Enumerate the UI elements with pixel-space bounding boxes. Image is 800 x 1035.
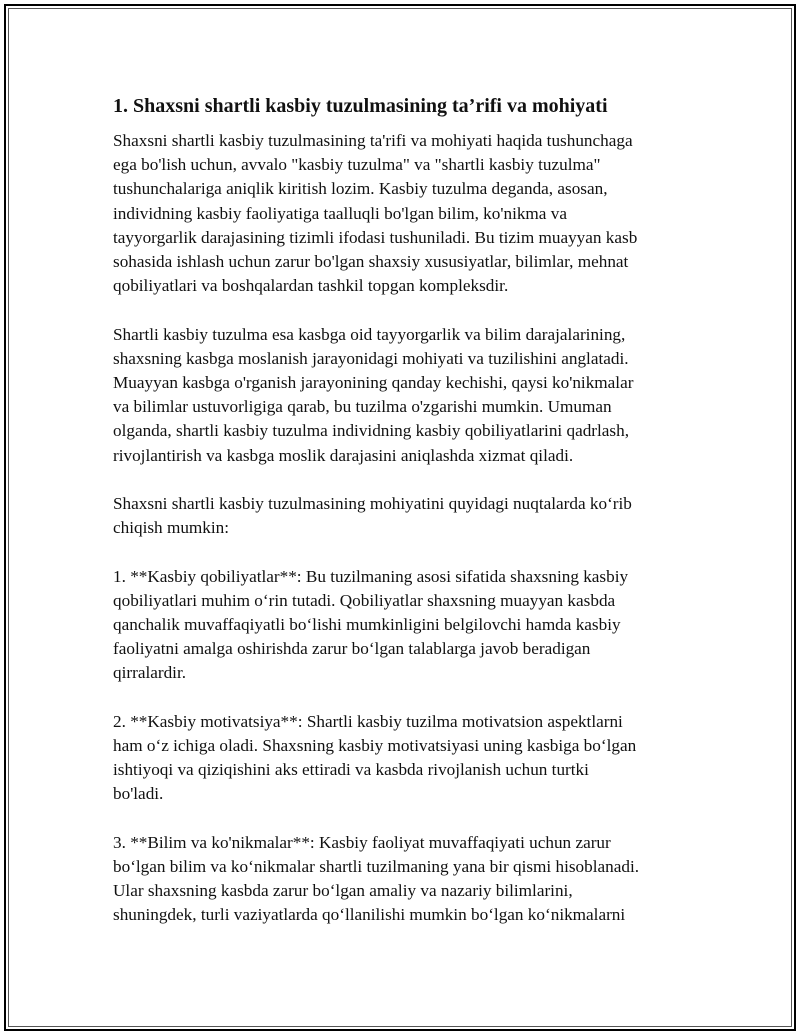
text-line: ham o‘z ichiga oladi. Shaxsning kasbiy motivatsiyasi uning kasbiga bo‘lgan: [113, 736, 637, 756]
text-line: qanchalik muvaffaqiyatli bo‘lishi mumkinligini belgilovchi hamda kasbiy: [113, 615, 621, 635]
text-line: tayyorgarlik darajasining tizimli ifodasi tushuniladi. Bu tizim muayyan kasb: [113, 227, 638, 247]
text-line: ishtiyoqi va qiziqishini aks ettiradi va kasbda rivojlanish uchun turtki: [113, 760, 589, 780]
text-line: Ular shaxsning kasbda zarur bo‘lgan amaliy va nazariy bilimlarini,: [113, 881, 573, 901]
text-line: chiqish mumkin:: [113, 518, 230, 538]
paragraph: [113, 710, 693, 807]
document-body: [113, 93, 693, 952]
text-line: Shaxsni shartli kasbiy tuzulmasining mohiyatini quyidagi nuqtalarda ko‘rib: [113, 494, 632, 514]
text-line: sohasida ishlash uchun zarur bo'lgan shaxsiy xususiyatlar, bilimlar, mehnat: [113, 252, 629, 272]
text-line: rivojlantirish va kasbga moslik darajasini aniqlashda xizmat qiladi.: [113, 445, 574, 465]
paragraph: [113, 492, 693, 540]
text-line: faoliyatni amalga oshirishda zarur bo‘lgan talablarga javob beradigan: [113, 639, 591, 659]
text-line: Shartli kasbiy tuzulma esa kasbga oid tayyorgarlik va bilim darajalarining,: [113, 324, 626, 344]
paragraph-container: [113, 129, 693, 928]
text-line: qobiliyatlari va boshqalardan tashkil topgan kompleksdir.: [113, 276, 509, 296]
text-line: 2. **Kasbiy motivatsiya**: Shartli kasbiy tuzilma motivatsion aspektlarni: [113, 711, 623, 731]
text-line: Muayyan kasbga o'rganish jarayonining qanday kechishi, qaysi ko'nikmalar: [113, 373, 634, 393]
text-line: 1. **Kasbiy qobiliyatlar**: Bu tuzilmaning asosi sifatida shaxsning kasbiy: [113, 566, 629, 586]
text-line: Shaxsni shartli kasbiy tuzulmasining ta'rifi va mohiyati haqida tushunchaga: [113, 131, 633, 150]
text-line: tushunchalariga aniqlik kiritish lozim. Kasbiy tuzulma deganda, asosan,: [113, 179, 608, 199]
paragraph: [113, 565, 693, 686]
paragraph: [113, 129, 693, 298]
text-line: shuningdek, turli vaziyatlarda qo‘llanilishi mumkin bo‘lgan ko‘nikmalarni: [113, 905, 626, 925]
text-line: 3. **Bilim va ko'nikmalar**: Kasbiy faoliyat muvaffaqiyati uchun zarur: [113, 832, 611, 852]
paragraph: [113, 831, 693, 928]
text-line: bo‘lgan bilim va ko‘nikmalar shartli tuzilmaning yana bir qismi hisoblanadi.: [113, 857, 640, 877]
text-line: shaxsning kasbga moslanish jarayonidagi mohiyati va tuzilishini anglatadi.: [113, 348, 629, 368]
text-line: ega bo'lish uchun, avvalo "kasbiy tuzulma" va "shartli kasbiy tuzulma": [113, 155, 601, 175]
paragraph: [113, 323, 693, 468]
text-line: va bilimlar ustuvorligiga qarab, bu tuzilma o'zgarishi mumkin. Umuman: [113, 397, 612, 417]
text-line: bo'ladi.: [113, 784, 164, 804]
text-line: olganda, shartli kasbiy tuzulma individning kasbiy qobiliyatlarini qadrlash,: [113, 421, 630, 441]
text-line: qirralardir.: [113, 663, 187, 683]
text-line: individning kasbiy faoliyatiga taalluqli bo'lgan bilim, ko'nikma va: [113, 203, 567, 223]
text-line: qobiliyatlari muhim o‘rin tutadi. Qobiliyatlar shaxsning muayyan kasbda: [113, 590, 616, 610]
section-heading: 1. Shaxsni shartli kasbiy tuzulmasining ta’rifi va mohiyati: [113, 95, 608, 117]
